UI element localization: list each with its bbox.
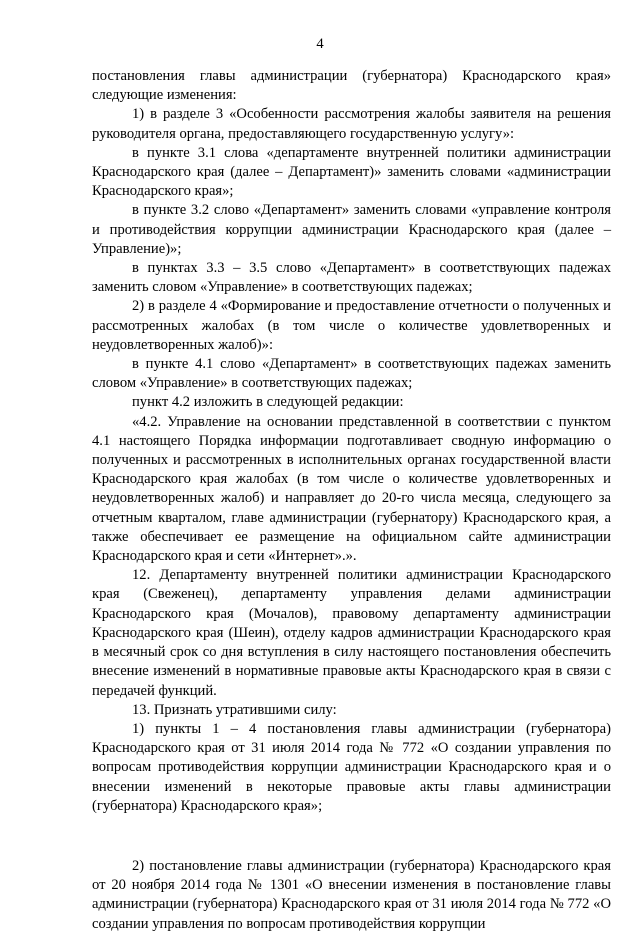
paragraph: постановления главы администрации (губернатора) Краснодарского края» следующие изменения:	[92, 68, 611, 104]
paragraph: 2) постановление главы администрации (губернатора) Краснодарского края от 20 ноября 2014 года № 1301 «О внесении изменения в постановление главы администрации (губернатора) Краснодарского края от 31 июля 2014 года № 772 «О создании управления по вопросам противодействия коррупции	[92, 857, 611, 932]
paragraph: 13. Признать утратившими силу:	[132, 701, 337, 718]
paragraph: 1) пункты 1 – 4 постановления главы администрации (губернатора) Краснодарского края от 31 июля 2014 года № 772 «О создании управления по вопросам противодействия коррупции администрации Краснодарского края и о внесении изменений в некоторые правовые акты главы администрации (губернатора) Краснодарского края»;	[92, 720, 611, 814]
body-text-part-2	[92, 857, 611, 934]
page-gap	[92, 816, 611, 857]
paragraph: 12. Департаменту внутренней политики администрации Краснодарского края (Свеженец), департаменту управления делами администрации Краснодарского края (Мочалов), правовому департаменту администрации Краснодарского края (Шеин), отделу кадров администрации Краснодарского края в месячный срок со дня вступления в силу настоящего постановления обеспечить внесение изменений в нормативные правовые акты Краснодарского края в связи с передачей функций.	[92, 567, 611, 699]
body-text-part-1	[92, 67, 611, 816]
paragraph: пункт 4.2 изложить в следующей редакции:	[132, 394, 404, 411]
paragraph: «4.2. Управление на основании представленной в соответствии с пунктом 4.1 настоящего Порядка информации подготавливает сводную информацию о полученных и рассмотренных в исполнительных органах государственной власти Краснодарского края жалобах (в том числе о количестве удовлетворенных и неудовлетворенных жалоб) и направляет до 20-го числа месяца, следующего за отчетным кварталом, главе администрации (губернатору) Краснодарского края, а также обеспечивает ее размещение на официальном сайте администрации Краснодарского края и сети «Интернет».».	[92, 413, 611, 565]
page-number: 4	[316, 36, 324, 52]
document-body	[92, 67, 611, 934]
paragraph: 1) в разделе 3 «Особенности рассмотрения жалобы заявителя на решения руководителя органа, предоставляющего государственную услугу»:	[92, 106, 611, 142]
paragraph: в пунктах 3.3 – 3.5 слово «Департамент» в соответствующих падежах заменить словом «Управление» в соответствующих падежах;	[92, 260, 611, 296]
paragraph: в пункте 3.2 слово «Департамент» заменить словами «управление контроля и противодействия коррупции администрации Краснодарского края (далее – Управление)»;	[92, 202, 611, 257]
paragraph: в пункте 4.1 слово «Департамент» в соответствующих падежах заменить словом «Управление» в соответствующих падежах;	[92, 356, 611, 392]
paragraph: 2) в разделе 4 «Формирование и предоставление отчетности о полученных и рассмотренных жалобах (в том числе о количестве удовлетворенных и неудовлетворенных жалоб)»:	[92, 298, 611, 353]
paragraph: в пункте 3.1 слова «департаменте внутренней политики администрации Краснодарского края (далее – Департамент)» заменить словами «администрации Краснодарского края»;	[92, 144, 611, 200]
